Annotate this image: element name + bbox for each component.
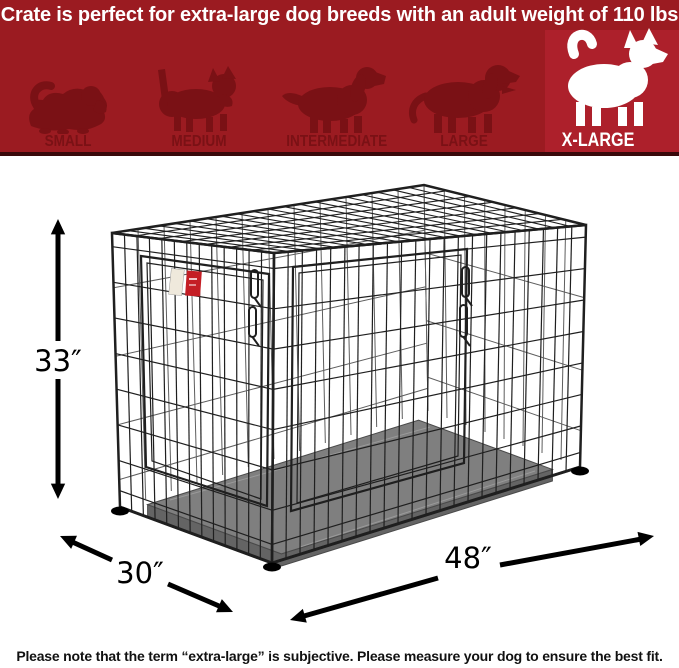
size-label-medium: MEDIUM (171, 133, 227, 150)
size-label-xlarge: X-LARGE (561, 130, 635, 151)
size-cell-medium (149, 0, 249, 152)
size-label-intermediate: INTERMEDIATE (286, 133, 388, 150)
size-cell-intermediate (278, 0, 388, 152)
footer-text: Please note that the term “extra-large” is subjective. Please measure your dog to ensure the best fit. (16, 648, 663, 664)
dog-small-icon (25, 76, 110, 134)
size-cell-small (18, 0, 118, 152)
size-label-small: SMALL (44, 133, 92, 150)
height-dimension-label: 33″ (34, 344, 82, 378)
size-cell-large (404, 0, 524, 152)
dog-large-icon (408, 54, 520, 134)
footer-note (0, 648, 679, 664)
width-dimension-label: 48″ (444, 541, 492, 575)
header-banner (0, 0, 679, 152)
header-text: Crate is perfect for extra-large dog breeds with an adult weight of 110 lbs (0, 4, 679, 26)
dog-medium-icon (152, 62, 246, 134)
dog-intermediate-icon (280, 60, 386, 134)
depth-dimension-label: 30″ (116, 556, 164, 590)
crate-illustration (0, 155, 679, 655)
size-cell-xlarge (538, 0, 658, 152)
dog-xlarge-icon (546, 28, 668, 134)
size-label-large: LARGE (440, 133, 488, 150)
